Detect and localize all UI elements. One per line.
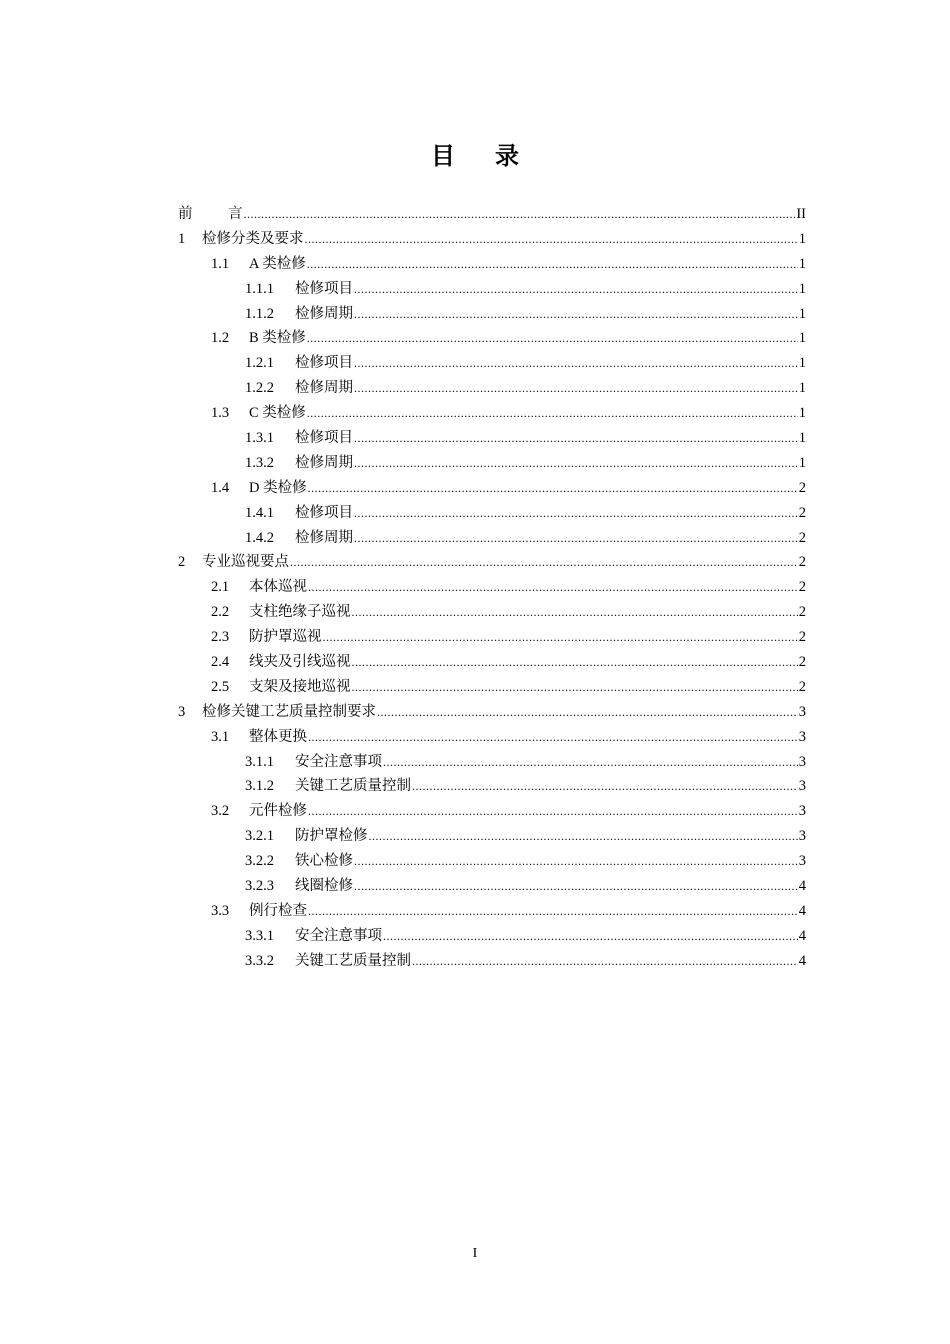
toc-entry-title: 检修项目 [295, 280, 353, 297]
toc-entry-title: C 类检修 [249, 405, 306, 422]
toc-entry-number: 1.2.1 [245, 355, 274, 372]
toc-entry[interactable] [178, 277, 806, 302]
dot-leader [383, 924, 798, 949]
toc-entry-title: B 类检修 [249, 330, 306, 347]
toc-entry-number: 2.2 [211, 604, 230, 621]
dot-leader [354, 451, 798, 476]
toc-entry-title: 关键工艺质量控制 [295, 952, 411, 969]
dot-leader [354, 302, 798, 327]
table-of-contents [178, 202, 806, 974]
toc-entry-number: 3.2 [211, 803, 230, 820]
toc-entry-page: 4 [798, 902, 806, 919]
dot-leader [307, 401, 798, 426]
toc-entry-page: 2 [798, 604, 806, 621]
toc-entry[interactable] [178, 600, 806, 625]
toc-entry-page: 2 [798, 479, 806, 496]
dot-leader [307, 326, 798, 351]
toc-entry-page: 2 [798, 629, 806, 646]
dot-leader [352, 650, 798, 675]
dot-leader [308, 476, 798, 501]
toc-entry-page: 4 [798, 927, 806, 944]
dot-leader [377, 700, 798, 725]
toc-entry[interactable] [178, 625, 806, 650]
toc-entry[interactable] [178, 575, 806, 600]
toc-entry[interactable] [178, 501, 806, 526]
toc-entry-number: 3 [178, 703, 186, 720]
toc-entry-title: 检修周期 [295, 305, 353, 322]
toc-entry-number: 1.3.1 [245, 430, 274, 447]
toc-entry[interactable] [178, 401, 806, 426]
dot-leader [354, 277, 798, 302]
toc-entry[interactable] [178, 675, 806, 700]
toc-entry[interactable] [178, 351, 806, 376]
page-title [0, 136, 950, 171]
dot-leader [354, 526, 798, 551]
toc-entry-title: 检修周期 [295, 380, 353, 397]
toc-entry-number: 3.2.2 [245, 853, 274, 870]
toc-entry-title: 本体巡视 [249, 579, 307, 596]
dot-leader [369, 824, 798, 849]
toc-entry-number: 前 [178, 206, 193, 222]
toc-entry[interactable] [178, 949, 806, 974]
toc-entry-title: 检修周期 [295, 529, 353, 546]
toc-entry-number: 2.1 [211, 579, 230, 596]
toc-entry-title: 支柱绝缘子巡视 [249, 604, 351, 621]
toc-entry[interactable] [178, 451, 806, 476]
toc-entry[interactable] [178, 376, 806, 401]
toc-entry-page: 1 [798, 454, 806, 471]
toc-entry[interactable] [178, 750, 806, 775]
toc-entry[interactable] [178, 526, 806, 551]
toc-entry-title: 专业巡视要点 [202, 554, 289, 571]
dot-leader [354, 849, 798, 874]
dot-leader [307, 252, 798, 277]
toc-entry[interactable] [178, 550, 806, 575]
toc-entry-page: 1 [798, 330, 806, 347]
dot-leader [323, 625, 798, 650]
toc-entry-number: 1.4.1 [245, 504, 274, 521]
toc-entry[interactable] [178, 650, 806, 675]
toc-entry[interactable] [178, 700, 806, 725]
toc-entry-number: 3.3.2 [245, 952, 274, 969]
toc-entry-number: 2 [178, 554, 186, 571]
toc-entry-number: 1.3 [211, 405, 230, 422]
toc-entry[interactable] [178, 924, 806, 949]
toc-entry[interactable] [178, 326, 806, 351]
toc-entry-number: 3.2.3 [245, 878, 274, 895]
toc-entry-number: 1.1.1 [245, 280, 274, 297]
toc-entry-title: 线夹及引线巡视 [249, 654, 351, 671]
toc-entry-number: 3.1.1 [245, 753, 274, 770]
dot-leader [352, 600, 798, 625]
toc-entry-title: 检修分类及要求 [202, 230, 304, 247]
toc-entry-title: 线圈检修 [295, 878, 353, 895]
toc-entry-number: 1.1.2 [245, 305, 274, 322]
toc-entry-title: 例行检查 [249, 902, 307, 919]
toc-entry-page: 2 [798, 579, 806, 596]
toc-entry-number: 3.3 [211, 902, 230, 919]
toc-entry-number: 2.5 [211, 678, 230, 695]
toc-entry-page: 1 [798, 305, 806, 322]
toc-entry-title: 安全注意事项 [295, 927, 382, 944]
toc-entry-number: 1.2.2 [245, 380, 274, 397]
dot-leader [412, 774, 798, 799]
title-char-1: 目 [431, 142, 455, 170]
dot-leader [290, 550, 798, 575]
toc-entry[interactable] [178, 202, 806, 227]
toc-entry-title: 支架及接地巡视 [249, 678, 351, 695]
toc-entry-page: 1 [798, 255, 806, 272]
dot-leader [308, 899, 798, 924]
dot-leader [354, 501, 798, 526]
toc-entry-page: 1 [798, 355, 806, 372]
toc-entry-title: 言 [228, 206, 243, 222]
toc-entry-number: 3.1 [211, 728, 230, 745]
dot-leader [308, 799, 798, 824]
toc-entry-page: 2 [798, 678, 806, 695]
toc-entry-number: 3.2.1 [245, 828, 274, 845]
toc-entry-page: 3 [798, 828, 806, 845]
toc-entry-number: 1.3.2 [245, 454, 274, 471]
toc-entry-number: 2.3 [211, 629, 230, 646]
dot-leader [244, 202, 796, 227]
toc-entry-page: 3 [798, 778, 806, 795]
dot-leader [354, 874, 798, 899]
toc-entry-title: D 类检修 [249, 479, 307, 496]
toc-entry-number: 1.2 [211, 330, 230, 347]
toc-entry-title: 整体更换 [249, 728, 307, 745]
toc-entry[interactable] [178, 476, 806, 501]
toc-entry-page: 2 [798, 529, 806, 546]
toc-entry-number: 1.4 [211, 479, 230, 496]
title-char-2: 录 [495, 142, 519, 170]
toc-entry-title: 检修周期 [295, 454, 353, 471]
toc-entry-page: 3 [798, 728, 806, 745]
toc-entry-title: 检修项目 [295, 430, 353, 447]
dot-leader [383, 750, 798, 775]
toc-entry-page: 4 [798, 878, 806, 895]
toc-entry-page: 2 [798, 654, 806, 671]
toc-entry-title: 关键工艺质量控制 [295, 778, 411, 795]
toc-entry[interactable] [178, 849, 806, 874]
toc-entry-number: 1 [178, 230, 186, 247]
toc-entry-page: 4 [798, 952, 806, 969]
toc-entry-page: II [796, 206, 806, 222]
dot-leader [412, 949, 798, 974]
toc-entry-number: 1.1 [211, 255, 230, 272]
toc-entry[interactable] [178, 302, 806, 327]
toc-entry-title: 防护罩巡视 [249, 629, 322, 646]
dot-leader [305, 227, 798, 252]
toc-entry-page: 3 [798, 853, 806, 870]
toc-entry-title: 元件检修 [249, 803, 307, 820]
toc-entry-page: 1 [798, 280, 806, 297]
dot-leader [354, 376, 798, 401]
dot-leader [354, 351, 798, 376]
toc-entry[interactable] [178, 227, 806, 252]
toc-entry[interactable] [178, 799, 806, 824]
toc-entry-page: 2 [798, 554, 806, 571]
toc-entry-title: 防护罩检修 [295, 828, 368, 845]
toc-entry[interactable] [178, 874, 806, 899]
toc-entry-page: 1 [798, 430, 806, 447]
toc-entry[interactable] [178, 899, 806, 924]
toc-entry-number: 3.3.1 [245, 927, 274, 944]
toc-entry-page: 1 [798, 405, 806, 422]
toc-entry[interactable] [178, 252, 806, 277]
toc-entry-title: A 类检修 [249, 255, 306, 272]
toc-entry-number: 2.4 [211, 654, 230, 671]
toc-entry-title: 检修项目 [295, 355, 353, 372]
page-number: I [472, 1246, 478, 1261]
toc-entry-number: 1.4.2 [245, 529, 274, 546]
toc-entry[interactable] [178, 426, 806, 451]
toc-entry-title: 铁心检修 [295, 853, 353, 870]
toc-entry-page: 3 [798, 703, 806, 720]
toc-entry[interactable] [178, 725, 806, 750]
dot-leader [354, 426, 798, 451]
toc-entry-title: 检修项目 [295, 504, 353, 521]
toc-entry-page: 1 [798, 380, 806, 397]
dot-leader [308, 725, 798, 750]
toc-entry-page: 3 [798, 753, 806, 770]
dot-leader [308, 575, 798, 600]
toc-entry-page: 2 [798, 504, 806, 521]
toc-entry[interactable] [178, 774, 806, 799]
toc-entry[interactable] [178, 824, 806, 849]
toc-entry-title: 安全注意事项 [295, 753, 382, 770]
toc-entry-page: 3 [798, 803, 806, 820]
dot-leader [352, 675, 798, 700]
toc-entry-number: 3.1.2 [245, 778, 274, 795]
toc-entry-page: 1 [798, 230, 806, 247]
toc-entry-title: 检修关键工艺质量控制要求 [202, 703, 376, 720]
